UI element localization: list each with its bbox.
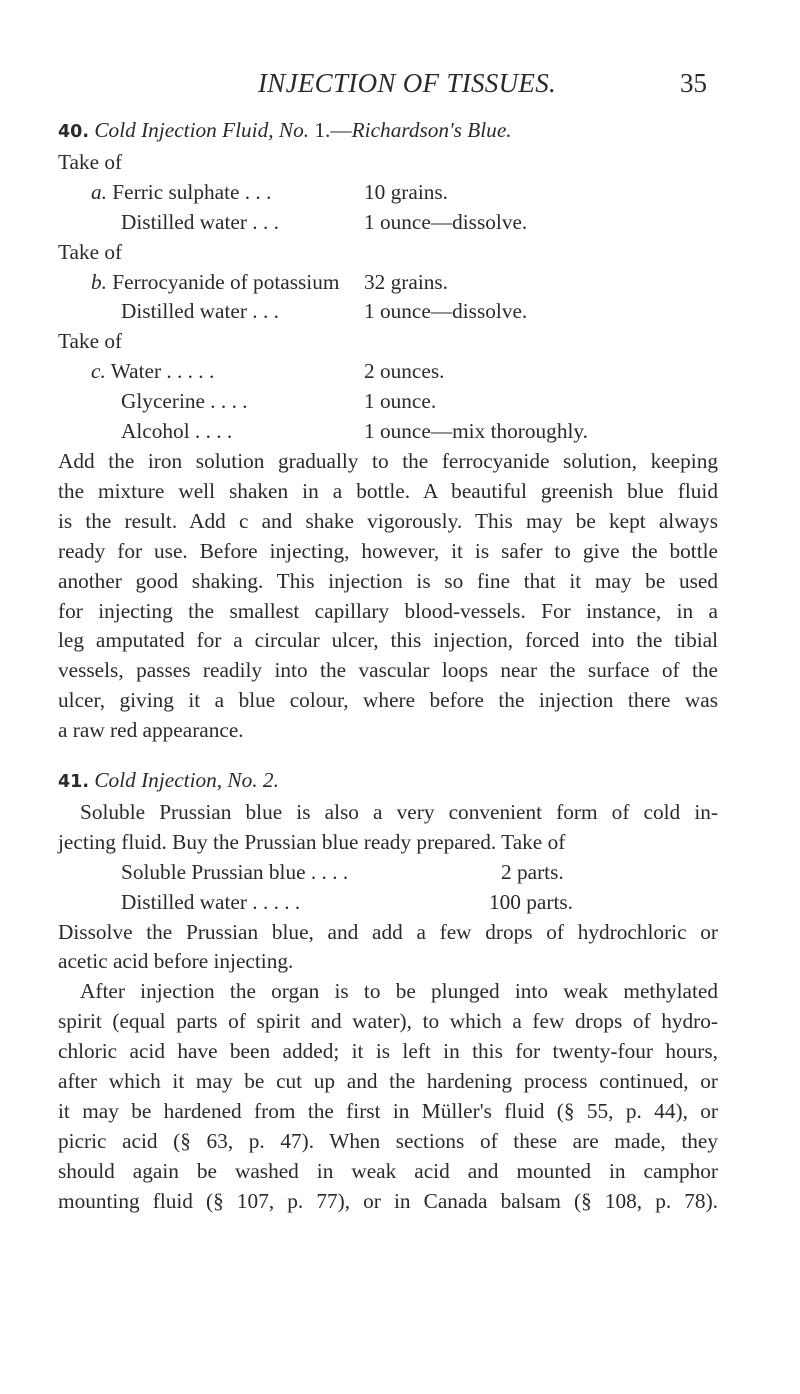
ingredient-name: Ferrocyanide of potassium bbox=[106, 269, 340, 294]
ingredient-name: Ferric sulphate . . . bbox=[106, 179, 272, 204]
page-header bbox=[0, 68, 800, 108]
text-line: spirit (equal parts of spirit and water), to which a few drops of hydro- bbox=[58, 1009, 718, 1034]
text-line: after which it may be cut up and the hardening process continued, or bbox=[58, 1069, 718, 1094]
take-of-b: Take of bbox=[58, 239, 123, 264]
paragraph-after-injection bbox=[58, 977, 718, 1216]
ingredient-name: Distilled water . . . . . bbox=[121, 889, 301, 914]
section-number: 41. bbox=[58, 772, 90, 793]
text-line: After injection the organ is to be plunged into weak methylated bbox=[80, 979, 718, 1004]
text-line: the mixture well shaken in a bottle. A beautiful greenish blue fluid bbox=[58, 478, 718, 503]
paragraph-dissolve bbox=[58, 918, 718, 978]
text-line: Dissolve the Prussian blue, and add a few drops of hydrochloric or bbox=[58, 919, 718, 944]
section-title-number: 2. bbox=[257, 768, 279, 793]
ingredient-quantity: 2 parts. bbox=[501, 859, 564, 884]
take-of-c: Take of bbox=[58, 329, 123, 354]
recipe-label: b. bbox=[91, 269, 107, 294]
text-line: jecting fluid. Buy the Prussian blue ready prepared. Take of bbox=[58, 829, 566, 854]
paragraph-iron-solution bbox=[58, 447, 718, 746]
running-title: INJECTION OF TISSUES. bbox=[258, 68, 557, 98]
recipe-label: c. bbox=[91, 359, 106, 384]
recipe-row bbox=[58, 178, 718, 208]
text-line: ready for use. Before injecting, however, it is safer to give the bottle bbox=[58, 538, 718, 563]
ingredient-quantity: 100 parts. bbox=[489, 889, 573, 914]
text-line: Add the iron solution gradually to the ferrocyanide solution, keeping bbox=[58, 448, 718, 473]
section-number: 40. bbox=[58, 122, 90, 142]
paragraph-soluble-blue bbox=[58, 798, 718, 858]
page-number: 35 bbox=[680, 68, 707, 98]
recipe-row bbox=[58, 357, 718, 387]
text-line: another good shaking. This injection is so fine that it may be used bbox=[58, 568, 718, 593]
text-line: for injecting the smallest capillary blood-vessels. For instance, in a bbox=[58, 598, 718, 623]
section-40-heading bbox=[58, 116, 718, 148]
ingredient-quantity: 32 grains. bbox=[364, 269, 448, 294]
text-line: vessels, passes readily into the vascular loops near the surface of the bbox=[58, 658, 718, 683]
ingredient-quantity: 10 grains. bbox=[364, 179, 448, 204]
text-line: Soluble Prussian blue is also a very convenient form of cold in- bbox=[80, 799, 718, 824]
text-line: chloric acid have been added; it is left in this for twenty-four hours, bbox=[58, 1039, 718, 1064]
recipe-row bbox=[58, 888, 718, 918]
recipe-row bbox=[58, 297, 718, 327]
ingredient-name: Glycerine . . . . bbox=[121, 389, 248, 414]
ingredient-name: Alcohol . . . . bbox=[121, 419, 233, 444]
text-line: picric acid (§ 63, p. 47). When sections of these are made, they bbox=[58, 1128, 718, 1153]
text-line: it may be hardened from the first in Müller's fluid (§ 55, p. 44), or bbox=[58, 1099, 718, 1123]
ingredient-quantity: 1 ounce—dissolve. bbox=[364, 299, 528, 324]
text-line: mounting fluid (§ 107, p. 77), or in Canada balsam (§ 108, p. 78). bbox=[58, 1188, 718, 1213]
ingredient-name: Distilled water . . . bbox=[121, 299, 279, 324]
take-of-a: Take of bbox=[58, 149, 123, 174]
ingredient-quantity: 1 ounce—dissolve. bbox=[364, 209, 528, 234]
recipe-label: a. bbox=[91, 179, 107, 204]
text-line: a raw red appearance. bbox=[58, 718, 244, 743]
ingredient-quantity: 1 ounce—mix thoroughly. bbox=[364, 419, 588, 444]
text-line: should again be washed in weak acid and mounted in camphor bbox=[58, 1158, 718, 1183]
section-title-number: 1.— bbox=[309, 118, 352, 142]
text-line: leg amputated for a circular ulcer, this injection, forced into the tibial bbox=[58, 628, 718, 653]
ingredient-name: Distilled water . . . bbox=[121, 209, 279, 234]
recipe-row bbox=[58, 387, 718, 417]
recipe-row bbox=[58, 858, 718, 888]
recipe-row bbox=[58, 208, 718, 238]
recipe-row bbox=[58, 268, 718, 298]
ingredient-quantity: 2 ounces. bbox=[364, 359, 445, 384]
section-title-subject: Richardson's Blue. bbox=[351, 118, 512, 142]
ingredient-quantity: 1 ounce. bbox=[364, 389, 437, 414]
text-line: is the result. Add c and shake vigorously. This may be kept always bbox=[58, 508, 718, 533]
text-line: acetic acid before injecting. bbox=[58, 949, 294, 974]
text-line: ulcer, giving it a blue colour, where before the injection there was bbox=[58, 688, 718, 713]
ingredient-name: Soluble Prussian blue . . . . bbox=[121, 859, 349, 884]
section-41-heading bbox=[58, 766, 718, 798]
page-body bbox=[58, 116, 718, 1217]
recipe-row bbox=[58, 417, 718, 447]
section-title: Cold Injection, No. bbox=[94, 768, 258, 793]
section-title: Cold Injection Fluid, No. bbox=[94, 118, 310, 142]
ingredient-name: Water . . . . . bbox=[105, 359, 215, 384]
